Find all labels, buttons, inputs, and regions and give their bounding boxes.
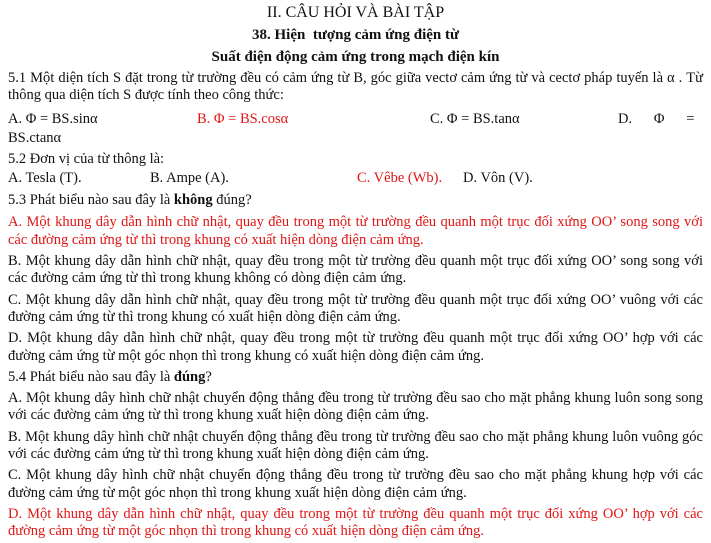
q51-option-d: D. Φ = [618,110,695,127]
q54-option-a: A. Một khung dây hình chữ nhật chuyển động thẳng đều trong từ trường đều sao cho mặt phẳng khung luôn song song với các đường cảm ứng từ thì trong khung xuất hiện dòng điện cảm ứng. [8,390,703,424]
q54-intro-suffix: ? [205,368,212,385]
question-5-2-text: 5.2 Đơn vị của từ thông là: [8,150,165,167]
q53-option-d: D. Một khung dây dẫn hình chữ nhật, quay đều trong một từ trường đều quanh một trục đối xứng OO’ hợp với các đường cảm ứng từ một góc nhọn thì trong khung có xuất hiện dòng điện cảm ứng. [8,330,703,364]
q52-option-d: D. Vôn (V). [463,170,533,187]
question-5-1-options-row [8,111,703,128]
header-subtitle: Suất điện động cảm ứng trong mạch điện kín [211,49,500,65]
q54-intro-bold-word: đúng [173,368,206,385]
q53-option-a-correct: A. Một khung dây dẫn hình chữ nhật, quay đều trong một từ trường đều quanh một trục đối xứng OO’ song song với các đường cảm ứng từ thì trong khung có xuất hiện dòng điện cảm ứng. [8,214,703,248]
q52-option-b: B. Ampe (A). [150,170,229,187]
question-5-1-text: 5.1 Một diện tích S đặt trong từ trường đều có cảm ứng từ B, góc giữa vectơ cảm ứng từ và cectơ pháp tuyến là α . Từ thông qua diện tích S được tính theo công thức: [8,70,703,104]
q51-option-b-correct: B. Φ = BS.cosα [197,110,289,127]
q54-option-c: C. Một khung dây hình chữ nhật chuyển động thẳng đều trong từ trường đều sao cho mặt phẳng khung hợp với các đường cảm ứng từ một góc nhọn thì trong khung xuất hiện dòng điện cảm ứng. [8,467,703,501]
q53-intro-suffix: đúng? [212,192,252,209]
q53-intro-prefix: 5.3 Phát biểu nào sau đây là [8,192,174,209]
question-5-3-text [8,192,703,209]
question-5-4-text [8,369,703,386]
q51-option-d-wrap: BS.ctanα [8,129,62,146]
q54-intro-prefix: 5.4 Phát biểu nào sau đây là [8,368,174,385]
q51-option-c: C. Φ = BS.tanα [430,110,520,127]
q51-option-a: A. Φ = BS.sinα [8,110,98,127]
q54-option-b: B. Một khung dây hình chữ nhật chuyển động thẳng đều trong từ trường đều sao cho mặt phẳng khung luôn vuông góc với các đường cảm ứng từ thì trong khung xuất hiện dòng điện cảm ứng. [8,428,703,463]
q54-option-d-correct: D. Một khung dây dẫn hình chữ nhật, quay đều trong một từ trường đều quanh một trục đối xứng OO’ hợp với các đường cảm ứng từ một góc nhọn thì trong khung có xuất hiện dòng điện cảm ứng. [8,505,703,540]
q52-option-a: A. Tesla (T). [8,170,82,187]
header-section-title: II. CÂU HỎI VÀ BÀI TẬP [266,4,445,21]
header-lesson-title: 38. Hiện tượng cảm ứng điện từ [252,27,459,43]
q52-option-c-correct: C. Vêbe (Wb). [357,170,443,187]
q53-option-c: C. Một khung dây dẫn hình chữ nhật, quay đều trong một từ trường đều quanh một trục đối xứng OO’ vuông với các đường cảm ứng từ thì trong khung có xuất hiện dòng điện cảm ứng. [8,291,703,325]
q53-intro-bold-word: không [173,192,213,209]
question-5-2-options-row [8,170,703,187]
q53-option-b: B. Một khung dây dẫn hình chữ nhật, quay đều trong một từ trường đều quanh một trục đối xứng OO’ song song với các đường cảm ứng từ thì trong khung không có dòng điện cảm ứng. [8,253,703,287]
